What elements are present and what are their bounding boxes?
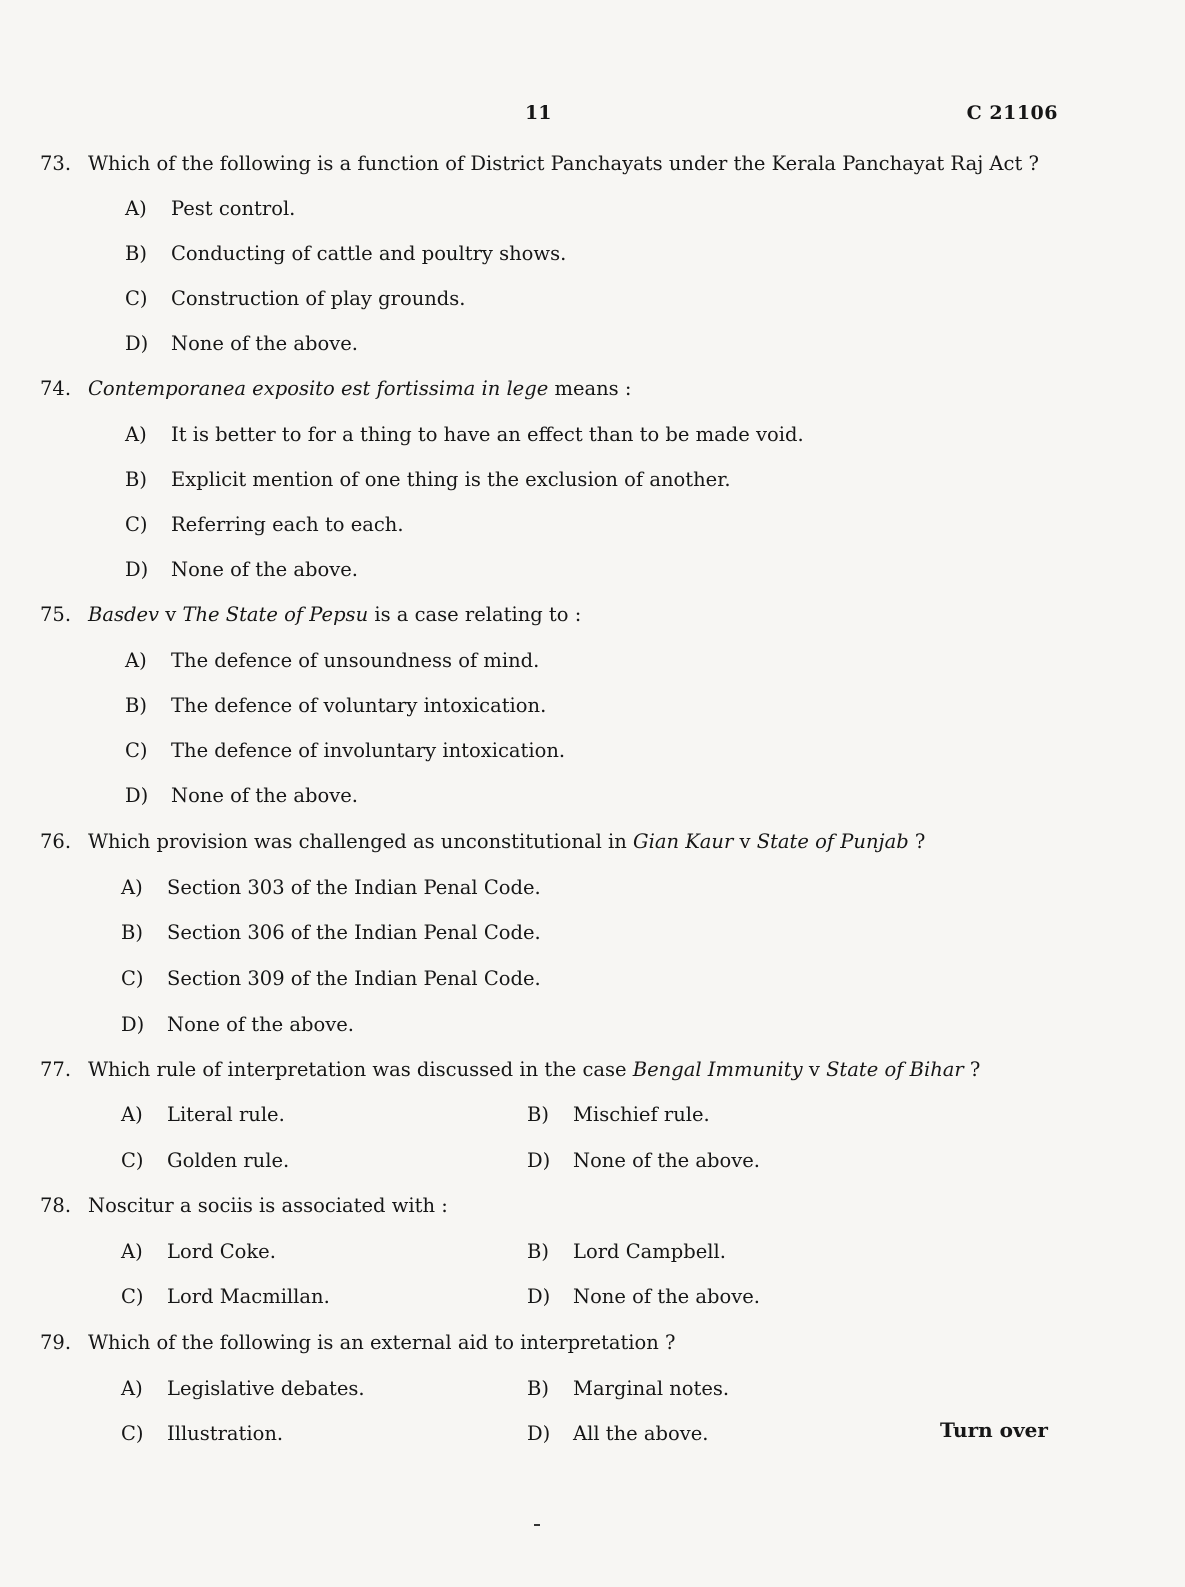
question-77: 77. Which rule of interpretation was discussed in the case Bengal Immunity v State of Bihar ? [40,1058,981,1081]
question-number: 76. [40,830,72,853]
option-73-c: C) Construction of play grounds. [125,287,466,310]
option-74-b: B) Explicit mention of one thing is the exclusion of another. [125,468,731,491]
question-79: 79. Which of the following is an external aid to interpretation ? [40,1331,676,1354]
option-78-c: C) Lord Macmillan. [121,1285,330,1308]
option-78-b: B) Lord Campbell. [527,1240,726,1263]
option-77-b: B) Mischief rule. [527,1103,710,1126]
option-73-a: A) Pest control. [125,197,296,220]
option-78-d: D) None of the above. [527,1285,760,1308]
option-74-a: A) It is better to for a thing to have an effect than to be made void. [125,423,804,446]
option-76-d: D) None of the above. [121,1013,354,1036]
option-74-d: D) None of the above. [125,558,358,581]
option-75-c: C) The defence of involuntary intoxication. [125,739,566,762]
question-number: 73. [40,152,72,175]
paper-code: C 21106 [966,102,1058,124]
option-78-a: A) Lord Coke. [121,1240,276,1263]
option-77-c: C) Golden rule. [121,1149,290,1172]
question-number: 75. [40,603,72,626]
question-number: 77. [40,1058,72,1081]
option-75-b: B) The defence of voluntary intoxication. [125,694,547,717]
option-79-b: B) Marginal notes. [527,1377,730,1400]
option-76-a: A) Section 303 of the Indian Penal Code. [121,876,541,899]
page-mark [534,1524,540,1526]
option-75-d: D) None of the above. [125,784,358,807]
question-number: 78. [40,1194,72,1217]
turn-over-label: Turn over [940,1418,1048,1442]
question-number: 79. [40,1331,72,1354]
question-number: 74. [40,377,72,400]
option-79-d: D) All the above. [527,1422,709,1445]
option-77-a: A) Literal rule. [121,1103,285,1126]
question-text: Which of the following is a function of District Panchayats under the Kerala Panchayat Raj Act ? [88,152,1039,175]
question-75: 75. Basdev v The State of Pepsu is a case relating to : [40,603,582,626]
question-74: 74. Contemporanea exposito est fortissima in lege means : [40,377,632,400]
option-79-c: C) Illustration. [121,1422,284,1445]
question-73 [40,152,1039,175]
option-74-c: C) Referring each to each. [125,513,404,536]
page-number: 11 [525,102,552,124]
option-76-b: B) Section 306 of the Indian Penal Code. [121,921,541,944]
question-76: 76. Which provision was challenged as unconstitutional in Gian Kaur v State of Punjab ? [40,830,926,853]
question-maxim: Contemporanea exposito est fortissima in lege [88,377,549,400]
option-79-a: A) Legislative debates. [121,1377,365,1400]
option-73-b: B) Conducting of cattle and poultry shows. [125,242,567,265]
question-78: 78. Noscitur a sociis is associated with : [40,1194,448,1217]
option-76-c: C) Section 309 of the Indian Penal Code. [121,967,541,990]
option-77-d: D) None of the above. [527,1149,760,1172]
option-75-a: A) The defence of unsoundness of mind. [125,649,540,672]
option-73-d: D) None of the above. [125,332,358,355]
